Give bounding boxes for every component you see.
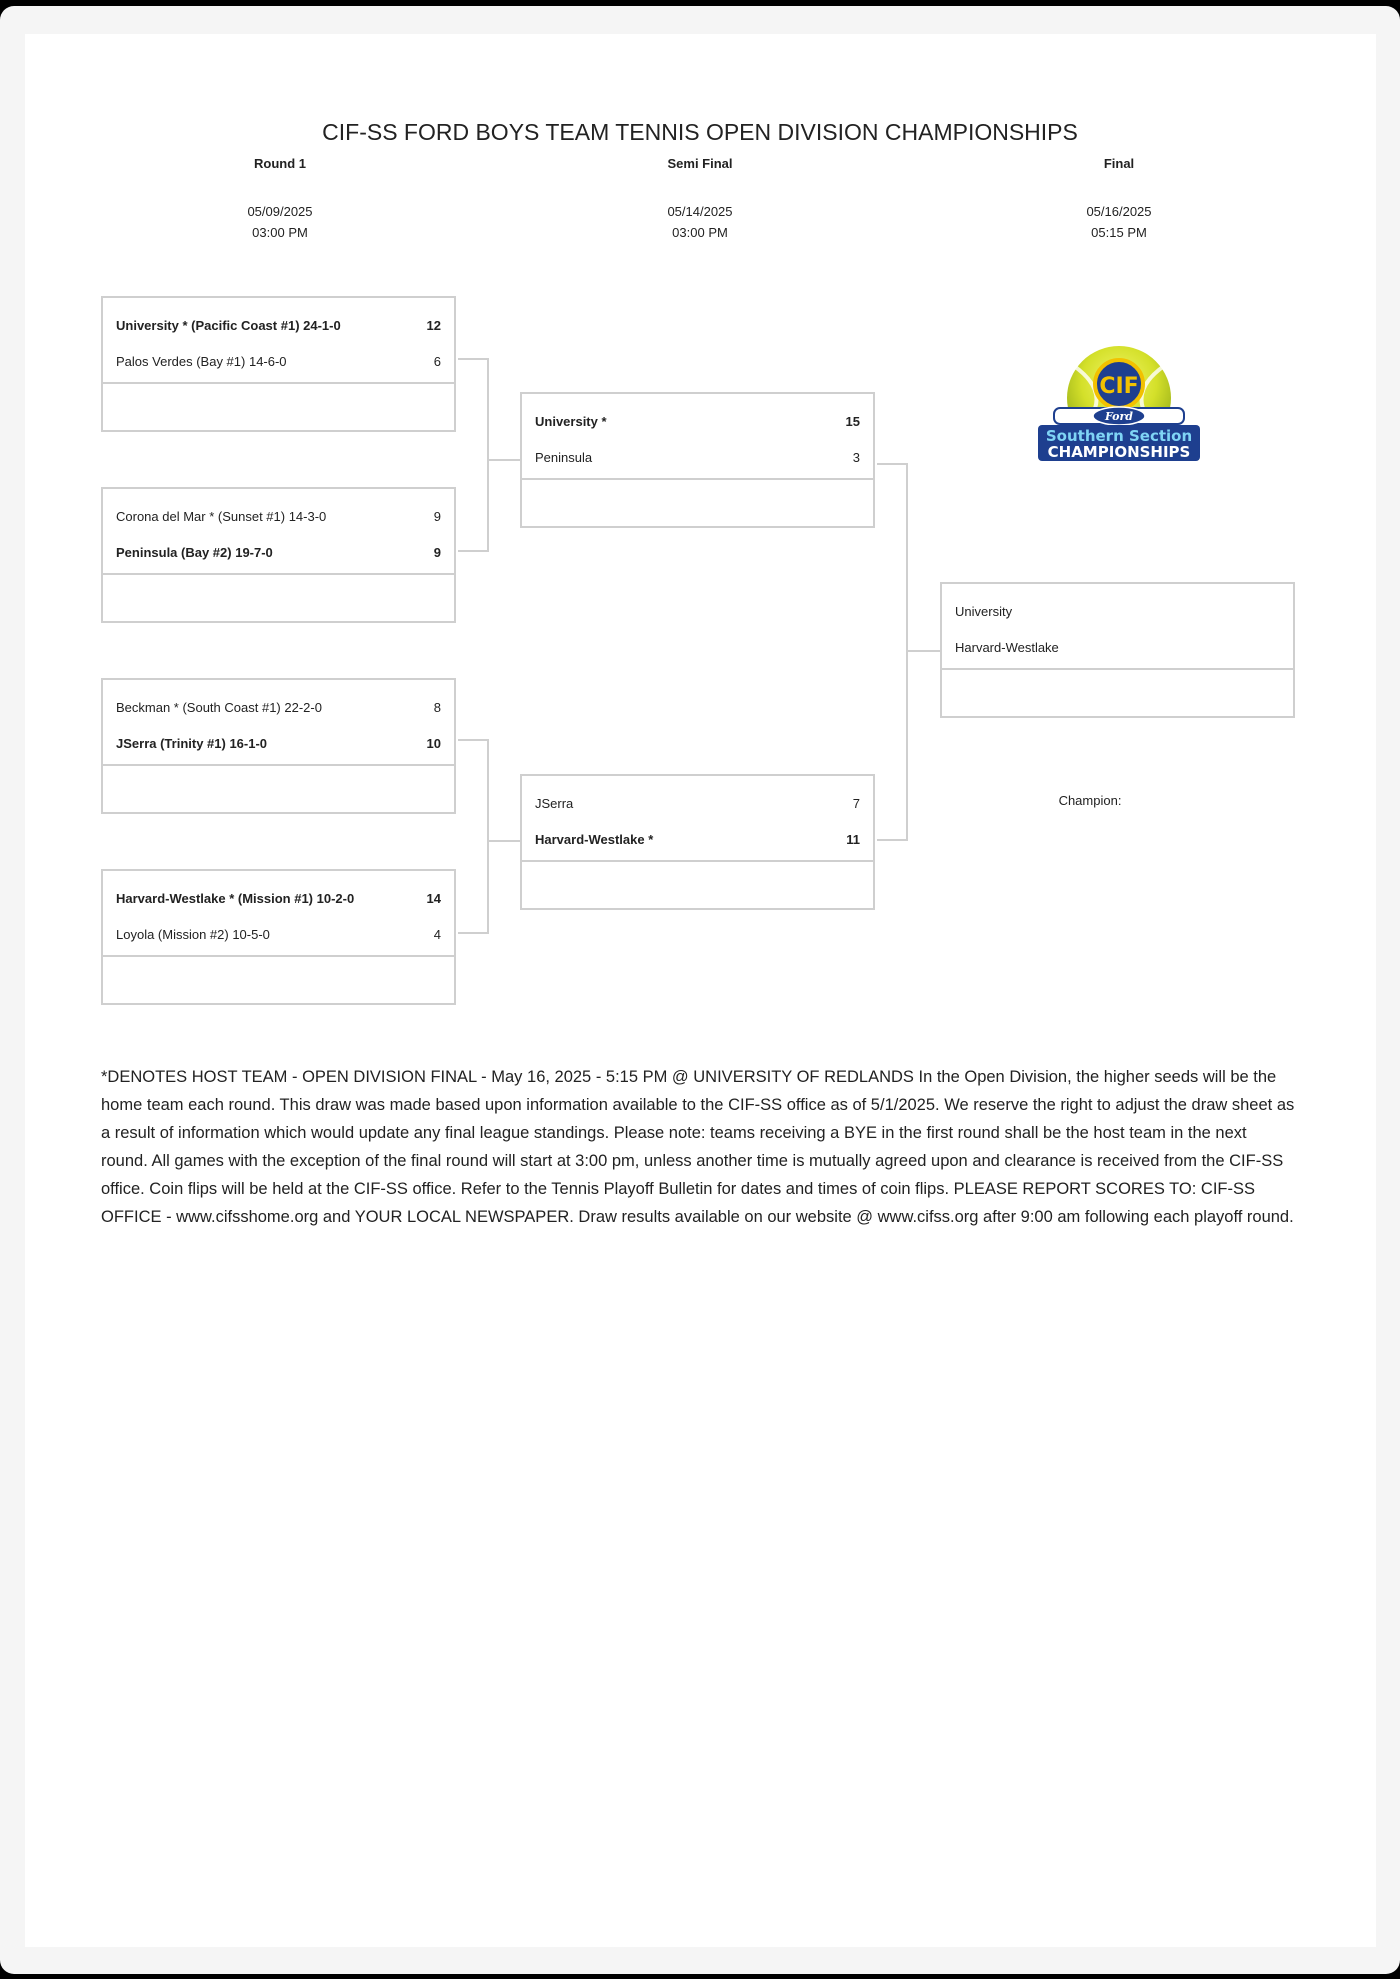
team-name: Palos Verdes (Bay #1) 14-6-0 (116, 353, 287, 369)
team-name: Beckman * (South Coast #1) 22-2-0 (116, 699, 322, 715)
championships-text: CHAMPIONSHIPS (1047, 443, 1191, 461)
round1-match-4[interactable] (101, 869, 456, 1005)
round1-match-3[interactable] (101, 678, 456, 814)
final-match[interactable] (940, 582, 1295, 718)
team-score: 8 (433, 699, 441, 715)
cif-ford-championships-logo (1034, 346, 1204, 464)
team-row (116, 888, 441, 908)
team-row (535, 447, 860, 467)
team-score: 11 (846, 831, 860, 847)
footnote-text: *DENOTES HOST TEAM - OPEN DIVISION FINAL - May 16, 2025 - 5:15 PM @ UNIVERSITY OF REDLANDS In the Open Division, the higher seeds will be the home team each round. This draw was made based upon information available to the CIF-SS office as of 5/1/2025. We reserve the right to adjust the draw sheet as a result of information which would update any final league standings. Please note: teams receiving a BYE in the first round shall be the host team in the next round. All games with the exception of the final round will start at 3:00 pm, unless another time is mutually agreed upon and clearance is received from the CIF-SS office. Coin flips will be held at the CIF-SS office. Refer to the Tennis Playoff Bulletin for dates and times of coin flips. PLEASE REPORT SCORES TO: CIF-SS OFFICE - www.cifsshome.org and YOUR LOCAL NEWSPAPER. Draw results available on our website @ www.cifss.org after 9:00 am following each playoff round. (101, 1068, 1295, 1226)
bracket-connector (877, 463, 908, 465)
bracket-connector (458, 358, 488, 360)
round-time: 03:00 PM (672, 225, 728, 240)
round-date: 05/09/2025 (247, 204, 313, 219)
bracket-connector (487, 739, 489, 934)
team-name: University * (Pacific Coast #1) 24-1-0 (116, 317, 341, 333)
team-row (535, 829, 860, 849)
semifinal-match-2[interactable] (520, 774, 875, 910)
bracket-connector (458, 932, 488, 934)
team-score: 9 (433, 508, 441, 524)
bracket-connector (458, 550, 488, 552)
team-row (955, 637, 1280, 657)
team-row (116, 924, 441, 944)
team-score: 10 (426, 735, 441, 751)
round-label: Round 1 (254, 156, 306, 171)
round-label: Semi Final (667, 156, 733, 171)
team-row (116, 315, 441, 335)
bracket-connector (487, 840, 521, 842)
team-row (535, 411, 860, 431)
round-time: 03:00 PM (252, 225, 308, 240)
team-score: 6 (433, 353, 441, 369)
round-label: Final (1103, 156, 1135, 171)
southern-section-text: Southern Section (1045, 427, 1193, 445)
page-title: CIF-SS FORD BOYS TEAM TENNIS OPEN DIVISION CHAMPIONSHIPS (322, 119, 1078, 145)
bracket-connector (877, 839, 908, 841)
divider (103, 382, 454, 384)
team-row (116, 351, 441, 371)
team-name: Peninsula (535, 449, 593, 465)
team-row (955, 601, 1280, 621)
team-score: 12 (426, 317, 441, 333)
round1-header (130, 156, 430, 240)
bracket-connector (906, 650, 941, 652)
team-row (116, 542, 441, 562)
round-time: 05:15 PM (1091, 225, 1147, 240)
bracket-connector (458, 739, 488, 741)
round1-match-2[interactable] (101, 487, 456, 623)
ford-text: Ford (1104, 410, 1134, 423)
team-name: University * (535, 413, 607, 429)
divider (942, 668, 1293, 670)
team-name: Harvard-Westlake * (535, 831, 654, 847)
team-name: Harvard-Westlake * (Mission #1) 10-2-0 (116, 890, 355, 906)
team-name: Loyola (Mission #2) 10-5-0 (116, 926, 270, 942)
bracket-connector (487, 459, 521, 461)
final-header (969, 156, 1269, 240)
team-name: University (955, 603, 1013, 619)
round-date: 05/14/2025 (667, 204, 733, 219)
team-score: 14 (426, 890, 441, 906)
round-date: 05/16/2025 (1086, 204, 1152, 219)
bracket-connector (906, 463, 908, 841)
champion-label: Champion: (1058, 793, 1122, 808)
team-score: 7 (852, 795, 860, 811)
team-score: 3 (852, 449, 860, 465)
team-row (116, 733, 441, 753)
team-name: Corona del Mar * (Sunset #1) 14-3-0 (116, 508, 327, 524)
team-score: 4 (433, 926, 441, 942)
team-row (116, 697, 441, 717)
team-score: 9 (433, 544, 441, 560)
team-name: Peninsula (Bay #2) 19-7-0 (116, 544, 273, 560)
bracket-connector (487, 358, 489, 552)
team-row (535, 793, 860, 813)
cif-text: CIF (1099, 374, 1139, 399)
semifinal-match-1[interactable] (520, 392, 875, 528)
team-score: 15 (845, 413, 860, 429)
round1-match-1[interactable] (101, 296, 456, 432)
divider (103, 764, 454, 766)
divider (103, 573, 454, 575)
team-name: JSerra (535, 795, 574, 811)
divider (522, 860, 873, 862)
semifinal-header (550, 156, 850, 240)
team-name: JSerra (Trinity #1) 16-1-0 (116, 735, 268, 751)
team-name: Harvard-Westlake (955, 639, 1059, 655)
divider (522, 478, 873, 480)
team-row (116, 506, 441, 526)
divider (103, 955, 454, 957)
